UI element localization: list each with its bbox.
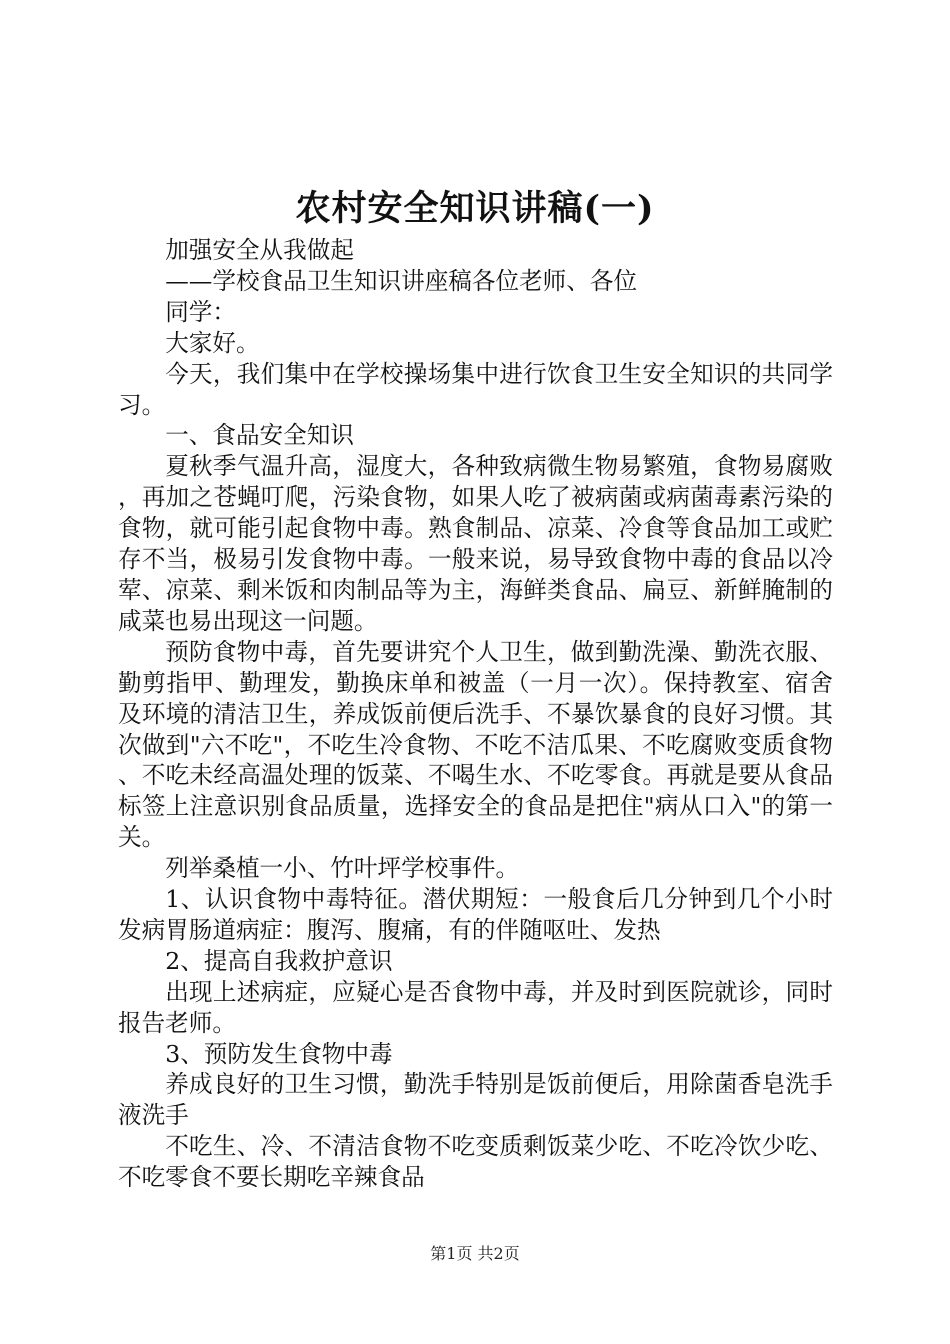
list-item-1: 1、认识食物中毒特征。潜伏期短：一般食后几分钟到几个小时发病胃肠道病症：腹泻、腹痛，有的伴随呕吐、发热 <box>118 885 833 944</box>
greeting-students: 同学： <box>165 297 236 326</box>
subtitle-line: 加强安全从我做起 <box>165 236 354 264</box>
subtitle-dash-line: ——学校食品卫生知识讲座稿各位老师、各位 <box>165 266 638 295</box>
paragraph-avoid-foods: 不吃生、冷、不清洁食物不吃变质剩饭菜少吃、不吃冷饮少吃、不吃零食不要长期吃辛辣食品 <box>118 1132 833 1192</box>
document-title: 农村安全知识讲稿(一) <box>295 188 655 229</box>
list-item-2: 2、提高自我救护意识 <box>165 946 393 975</box>
page-footer: 第1页 共2页 <box>430 1244 520 1263</box>
document-body <box>118 235 833 1193</box>
greeting-hello: 大家好。 <box>165 328 260 357</box>
paragraph-hygiene-habits: 养成良好的卫生习惯，勤洗手特别是饭前便后，用除菌香皂洗手液洗手 <box>118 1070 833 1130</box>
section-heading-food-safety: 一、食品安全知识 <box>165 421 354 450</box>
paragraph-prevention: 预防食物中毒，首先要讲究个人卫生，做到勤洗澡、勤洗衣服、勤剪指甲、勤理发，勤换床单和被盖（一月一次）。保持教室、宿舍及环境的清洁卫生，养成饭前便后洗手、不暴饮暴食的良好习惯。其次做到"六不吃"，不吃生冷食物、不吃不洁瓜果、不吃腐败变质食物、不吃未经高温处理的饭菜、不喝生水、不吃零食。再就是要从食品标签上注意识别食品质量，选择安全的食品是把住"病从口入"的第一关。 <box>118 637 833 852</box>
paragraph-summer-risks: 夏秋季气温升高，湿度大，各种致病微生物易繁殖，食物易腐败，再加之苍蝇叮爬，污染食物，如果人吃了被病菌或病菌毒素污染的食物，就可能引起食物中毒。熟食制品、凉菜、冷食等食品加工或贮存不当，极易引发食物中毒。一般来说，易导致食物中毒的食品以冷荤、凉菜、剩米饭和肉制品等为主，海鲜类食品、扁豆、新鲜腌制的咸菜也易出现这一问题。 <box>118 452 833 635</box>
paragraph-examples: 列举桑植一小、竹叶坪学校事件。 <box>165 854 520 883</box>
paragraph-seek-help: 出现上述病症，应疑心是否食物中毒，并及时到医院就诊，同时报告老师。 <box>118 977 833 1037</box>
intro-paragraph: 今天，我们集中在学校操场集中进行饮食卫生安全知识的共同学习。 <box>118 359 833 419</box>
list-item-3: 3、预防发生食物中毒 <box>165 1039 393 1068</box>
